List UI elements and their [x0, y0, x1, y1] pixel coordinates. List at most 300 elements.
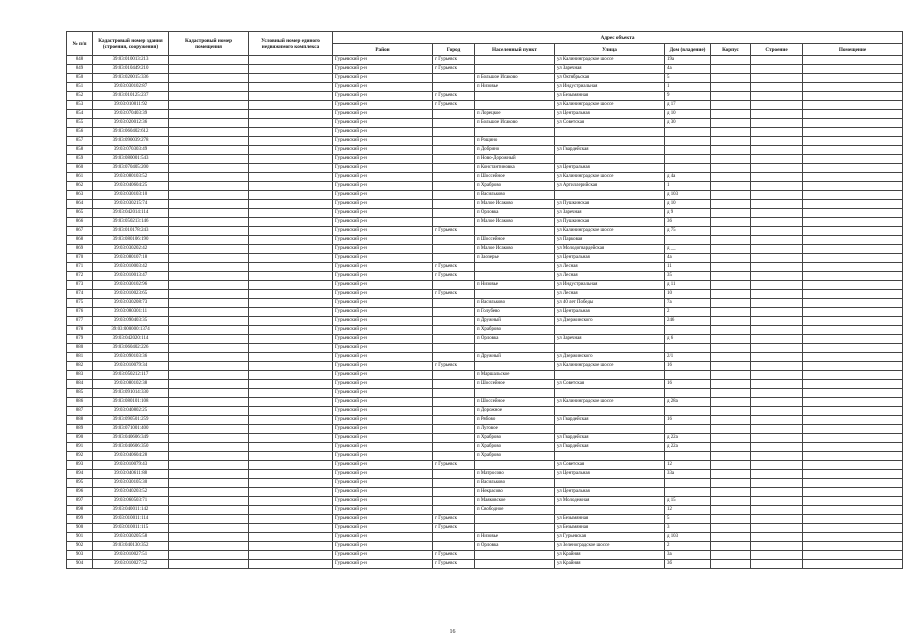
- table-row: [67, 497, 903, 506]
- table-row: [67, 542, 903, 551]
- table-row: [67, 83, 903, 92]
- cell-ulica: ул Зеленоградское шоссе: [555, 542, 665, 551]
- cell-cadastral: 39:03:060402:612: [93, 128, 169, 137]
- cell-rayon: Гурьевский р-н: [333, 443, 433, 452]
- cell-pomeshchenie: [803, 560, 903, 569]
- cell-cadastral: 39:03:030105:30: [93, 479, 169, 488]
- cell-stroenie: [751, 488, 803, 497]
- cell-num: 881: [67, 353, 93, 362]
- cell-num: 857: [67, 137, 93, 146]
- header-cadastral: Кадастровый номер здания (строения, сооружения): [93, 32, 169, 56]
- cell-np: [475, 290, 555, 299]
- cell-ulica: ул Гвардейская: [555, 146, 665, 155]
- cell-pomeshchenie: [803, 128, 903, 137]
- cell-korpus: [711, 290, 751, 299]
- cell-complex: [249, 335, 333, 344]
- cell-dom: д 9: [665, 209, 711, 218]
- cell-ulica: ул Гвардейская: [555, 416, 665, 425]
- cell-ulica: [555, 191, 665, 200]
- cell-dom: [665, 407, 711, 416]
- cell-rayon: Гурьевский р-н: [333, 74, 433, 83]
- cell-np: п Некрасово: [475, 488, 555, 497]
- cell-np: п Маяковское: [475, 497, 555, 506]
- cell-np: п Храброво: [475, 182, 555, 191]
- cell-gorod: [433, 389, 475, 398]
- cell-np: п Маршальское: [475, 371, 555, 380]
- cell-complex: [249, 524, 333, 533]
- cell-complex: [249, 173, 333, 182]
- cell-korpus: [711, 398, 751, 407]
- cell-np: п Дружный: [475, 353, 555, 362]
- cell-korpus: [711, 461, 751, 470]
- cell-rayon: Гурьевский р-н: [333, 92, 433, 101]
- cell-ulica: ул Лесная: [555, 263, 665, 272]
- cell-np: п Дорожное: [475, 407, 555, 416]
- cell-cadastral: 39:03:080301:11: [93, 308, 169, 317]
- cell-num: 893: [67, 461, 93, 470]
- cell-dom: 2: [665, 308, 711, 317]
- cell-stroenie: [751, 344, 803, 353]
- cell-gorod: г Гурьевск: [433, 551, 475, 560]
- cell-ulica: ул Лесная: [555, 272, 665, 281]
- cell-pomeshchenie: [803, 173, 903, 182]
- cell-dom: [665, 479, 711, 488]
- cell-complex: [249, 299, 333, 308]
- table-row: [67, 470, 903, 479]
- cell-ulica: ул Лесная: [555, 290, 665, 299]
- table-row: [67, 560, 903, 569]
- cell-pomeshchenie: [803, 236, 903, 245]
- cell-stroenie: [751, 371, 803, 380]
- cell-stroenie: [751, 254, 803, 263]
- cell-num: 866: [67, 218, 93, 227]
- cell-premises: [169, 110, 249, 119]
- cell-rayon: Гурьевский р-н: [333, 515, 433, 524]
- cell-gorod: [433, 344, 475, 353]
- cell-premises: [169, 245, 249, 254]
- cell-stroenie: [751, 200, 803, 209]
- cell-premises: [169, 128, 249, 137]
- cell-stroenie: [751, 119, 803, 128]
- cell-num: 891: [67, 443, 93, 452]
- cell-premises: [169, 326, 249, 335]
- cell-cadastral: 39:03:010013:213: [93, 56, 169, 65]
- cell-stroenie: [751, 542, 803, 551]
- cell-premises: [169, 56, 249, 65]
- cell-gorod: [433, 371, 475, 380]
- cell-stroenie: [751, 92, 803, 101]
- cell-stroenie: [751, 110, 803, 119]
- cell-ulica: ул Индустриальная: [555, 281, 665, 290]
- table-row: [67, 362, 903, 371]
- cell-korpus: [711, 308, 751, 317]
- cell-korpus: [711, 479, 751, 488]
- cell-stroenie: [751, 74, 803, 83]
- cell-gorod: [433, 425, 475, 434]
- cell-dom: 1: [665, 182, 711, 191]
- cell-gorod: [433, 74, 475, 83]
- cell-korpus: [711, 227, 751, 236]
- cell-complex: [249, 74, 333, 83]
- table-row: [67, 137, 903, 146]
- cell-cadastral: 39:03:030102:87: [93, 83, 169, 92]
- cell-rayon: Гурьевский р-н: [333, 236, 433, 245]
- cell-dom: 3б: [665, 560, 711, 569]
- cell-ulica: ул Пушкинская: [555, 200, 665, 209]
- header-ulica: Улица: [555, 44, 665, 56]
- cell-korpus: [711, 389, 751, 398]
- cell-stroenie: [751, 263, 803, 272]
- cell-rayon: Гурьевский р-н: [333, 290, 433, 299]
- cell-premises: [169, 200, 249, 209]
- cell-num: 896: [67, 488, 93, 497]
- cell-korpus: [711, 272, 751, 281]
- cell-cadastral: 39:03:080107:18: [93, 254, 169, 263]
- cell-rayon: Гурьевский р-н: [333, 317, 433, 326]
- cell-ulica: [555, 407, 665, 416]
- table-row: [67, 56, 903, 65]
- cell-np: [475, 92, 555, 101]
- cell-np: [475, 128, 555, 137]
- table-row: [67, 110, 903, 119]
- cell-complex: [249, 497, 333, 506]
- cell-pomeshchenie: [803, 254, 903, 263]
- cell-ulica: ул Калининградское шоссе: [555, 227, 665, 236]
- table-row: [67, 119, 903, 128]
- cell-rayon: Гурьевский р-н: [333, 380, 433, 389]
- cell-rayon: Гурьевский р-н: [333, 200, 433, 209]
- table-row: [67, 551, 903, 560]
- cell-gorod: [433, 353, 475, 362]
- cell-ulica: [555, 155, 665, 164]
- cell-cadastral: 39:03:010079:43: [93, 461, 169, 470]
- cell-complex: [249, 380, 333, 389]
- cell-gorod: г Гурьевск: [433, 101, 475, 110]
- cell-pomeshchenie: [803, 209, 903, 218]
- cell-premises: [169, 362, 249, 371]
- cell-pomeshchenie: [803, 137, 903, 146]
- cell-korpus: [711, 191, 751, 200]
- cell-cadastral: 39:03:080103:52: [93, 173, 169, 182]
- cell-pomeshchenie: [803, 326, 903, 335]
- table-row: [67, 272, 903, 281]
- cell-ulica: ул Гвардейская: [555, 434, 665, 443]
- cell-premises: [169, 254, 249, 263]
- cell-rayon: Гурьевский р-н: [333, 407, 433, 416]
- cell-num: 848: [67, 56, 93, 65]
- cell-gorod: [433, 83, 475, 92]
- cell-np: п Низовье: [475, 281, 555, 290]
- cell-cadastral: 39:03:040604:25: [93, 182, 169, 191]
- cell-num: 894: [67, 470, 93, 479]
- cell-np: п Орловка: [475, 542, 555, 551]
- table-row: [67, 479, 903, 488]
- cell-stroenie: [751, 443, 803, 452]
- cell-complex: [249, 515, 333, 524]
- cell-num: 874: [67, 290, 93, 299]
- cell-korpus: [711, 371, 751, 380]
- cell-pomeshchenie: [803, 425, 903, 434]
- cell-complex: [249, 533, 333, 542]
- cell-pomeshchenie: [803, 218, 903, 227]
- cell-np: п Добрино: [475, 146, 555, 155]
- cell-premises: [169, 236, 249, 245]
- cell-gorod: [433, 497, 475, 506]
- cell-premises: [169, 380, 249, 389]
- cell-np: п Низовье: [475, 83, 555, 92]
- cell-complex: [249, 92, 333, 101]
- cell-rayon: Гурьевский р-н: [333, 524, 433, 533]
- cell-dom: 36: [665, 218, 711, 227]
- cell-pomeshchenie: [803, 407, 903, 416]
- cell-stroenie: [751, 317, 803, 326]
- cell-complex: [249, 344, 333, 353]
- cell-gorod: [433, 542, 475, 551]
- cell-stroenie: [751, 173, 803, 182]
- cell-complex: [249, 128, 333, 137]
- cell-complex: [249, 182, 333, 191]
- object-register-table: [66, 31, 903, 569]
- cell-num: 889: [67, 425, 93, 434]
- cell-gorod: [433, 452, 475, 461]
- cell-premises: [169, 173, 249, 182]
- cell-pomeshchenie: [803, 488, 903, 497]
- cell-premises: [169, 461, 249, 470]
- cell-ulica: ул Центральная: [555, 308, 665, 317]
- cell-gorod: [433, 137, 475, 146]
- cell-cadastral: 39:03:010003:42: [93, 263, 169, 272]
- table-row: [67, 326, 903, 335]
- cell-rayon: Гурьевский р-н: [333, 335, 433, 344]
- cell-num: 853: [67, 101, 93, 110]
- cell-np: п Низовье: [475, 533, 555, 542]
- cell-dom: [665, 128, 711, 137]
- cell-korpus: [711, 524, 751, 533]
- cell-korpus: [711, 281, 751, 290]
- cell-np: [475, 272, 555, 281]
- cell-korpus: [711, 254, 751, 263]
- cell-complex: [249, 506, 333, 515]
- cell-complex: [249, 353, 333, 362]
- cell-ulica: [555, 344, 665, 353]
- cell-premises: [169, 92, 249, 101]
- cell-num: 897: [67, 497, 93, 506]
- cell-num: 879: [67, 335, 93, 344]
- cell-np: п Шоссейное: [475, 398, 555, 407]
- cell-gorod: [433, 164, 475, 173]
- cell-ulica: [555, 371, 665, 380]
- cell-korpus: [711, 83, 751, 92]
- cell-stroenie: [751, 461, 803, 470]
- cell-cadastral: 39:03:080102:38: [93, 380, 169, 389]
- cell-num: 863: [67, 191, 93, 200]
- cell-premises: [169, 515, 249, 524]
- cell-num: 878: [67, 326, 93, 335]
- cell-gorod: [433, 416, 475, 425]
- header-premises: Кадастровый номер помещения: [169, 32, 249, 56]
- cell-premises: [169, 83, 249, 92]
- table-row: [67, 65, 903, 74]
- header-row-1: [67, 32, 903, 44]
- table-row: [67, 515, 903, 524]
- cell-dom: [665, 425, 711, 434]
- cell-complex: [249, 227, 333, 236]
- cell-pomeshchenie: [803, 389, 903, 398]
- cell-rayon: Гурьевский р-н: [333, 551, 433, 560]
- cell-rayon: Гурьевский р-н: [333, 83, 433, 92]
- table-row: [67, 533, 903, 542]
- table-row: [67, 182, 903, 191]
- cell-rayon: Гурьевский р-н: [333, 425, 433, 434]
- cell-pomeshchenie: [803, 164, 903, 173]
- cell-pomeshchenie: [803, 74, 903, 83]
- cell-stroenie: [751, 416, 803, 425]
- cell-np: [475, 227, 555, 236]
- cell-np: [475, 65, 555, 74]
- table-body: [67, 56, 903, 569]
- cell-ulica: ул Центральная: [555, 164, 665, 173]
- cell-pomeshchenie: [803, 191, 903, 200]
- cell-premises: [169, 425, 249, 434]
- cell-ulica: ул Крайняя: [555, 560, 665, 569]
- cell-num: 884: [67, 380, 93, 389]
- cell-stroenie: [751, 299, 803, 308]
- cell-complex: [249, 101, 333, 110]
- cell-cadastral: 39:03:080101:108: [93, 398, 169, 407]
- cell-num: 901: [67, 533, 93, 542]
- cell-pomeshchenie: [803, 353, 903, 362]
- cell-ulica: ул Заречная: [555, 209, 665, 218]
- cell-premises: [169, 524, 249, 533]
- cell-stroenie: [751, 83, 803, 92]
- cell-gorod: [433, 398, 475, 407]
- cell-korpus: [711, 353, 751, 362]
- cell-korpus: [711, 407, 751, 416]
- cell-premises: [169, 479, 249, 488]
- cell-ulica: ул Артиллерийская: [555, 182, 665, 191]
- table-row: [67, 227, 903, 236]
- cell-pomeshchenie: [803, 398, 903, 407]
- cell-complex: [249, 461, 333, 470]
- cell-num: 892: [67, 452, 93, 461]
- table-row: [67, 335, 903, 344]
- cell-pomeshchenie: [803, 299, 903, 308]
- table-row: [67, 344, 903, 353]
- table-row: [67, 128, 903, 137]
- cell-ulica: ул Калининградское шоссе: [555, 101, 665, 110]
- cell-cadastral: 39:03:010013:47: [93, 272, 169, 281]
- cell-cadastral: 39:03:010079:34: [93, 362, 169, 371]
- cell-pomeshchenie: [803, 308, 903, 317]
- cell-cadastral: 39:03:070403:39: [93, 110, 169, 119]
- table-row: [67, 155, 903, 164]
- cell-ulica: ул Центральная: [555, 488, 665, 497]
- cell-gorod: [433, 317, 475, 326]
- cell-stroenie: [751, 479, 803, 488]
- cell-stroenie: [751, 65, 803, 74]
- cell-num: 867: [67, 227, 93, 236]
- cell-premises: [169, 551, 249, 560]
- cell-korpus: [711, 65, 751, 74]
- cell-stroenie: [751, 191, 803, 200]
- cell-stroenie: [751, 425, 803, 434]
- cell-ulica: ул Гурьевская: [555, 533, 665, 542]
- cell-stroenie: [751, 326, 803, 335]
- cell-dom: [665, 146, 711, 155]
- table-row: [67, 74, 903, 83]
- cell-gorod: [433, 200, 475, 209]
- cell-premises: [169, 443, 249, 452]
- cell-stroenie: [751, 101, 803, 110]
- cell-complex: [249, 443, 333, 452]
- cell-rayon: Гурьевский р-н: [333, 245, 433, 254]
- cell-num: 859: [67, 155, 93, 164]
- cell-korpus: [711, 128, 751, 137]
- table-row: [67, 299, 903, 308]
- cell-rayon: Гурьевский р-н: [333, 452, 433, 461]
- cell-num: 876: [67, 308, 93, 317]
- cell-gorod: г Гурьевск: [433, 515, 475, 524]
- cell-ulica: ул Калининградское шоссе: [555, 362, 665, 371]
- cell-rayon: Гурьевский р-н: [333, 119, 433, 128]
- cell-np: [475, 560, 555, 569]
- cell-complex: [249, 209, 333, 218]
- cell-gorod: [433, 110, 475, 119]
- cell-cadastral: 39:03:020015:336: [93, 74, 169, 83]
- cell-premises: [169, 299, 249, 308]
- cell-rayon: Гурьевский р-н: [333, 173, 433, 182]
- cell-complex: [249, 542, 333, 551]
- cell-complex: [249, 191, 333, 200]
- cell-cadastral: 39:03:090039:278: [93, 137, 169, 146]
- cell-num: 861: [67, 173, 93, 182]
- cell-stroenie: [751, 335, 803, 344]
- cell-stroenie: [751, 245, 803, 254]
- cell-dom: [665, 389, 711, 398]
- cell-gorod: г Гурьевск: [433, 461, 475, 470]
- cell-np: [475, 362, 555, 371]
- cell-premises: [169, 281, 249, 290]
- cell-pomeshchenie: [803, 317, 903, 326]
- cell-ulica: [555, 425, 665, 434]
- cell-dom: [665, 155, 711, 164]
- cell-cadastral: 39:03:010027:51: [93, 551, 169, 560]
- cell-rayon: Гурьевский р-н: [333, 281, 433, 290]
- cell-cadastral: 39:03:010011:114: [93, 515, 169, 524]
- cell-ulica: ул Центральная: [555, 254, 665, 263]
- cell-premises: [169, 227, 249, 236]
- cell-pomeshchenie: [803, 155, 903, 164]
- cell-korpus: [711, 299, 751, 308]
- cell-dom: д 6: [665, 335, 711, 344]
- cell-korpus: [711, 236, 751, 245]
- header-pomeshchenie: Помещение: [803, 44, 903, 56]
- cell-np: [475, 101, 555, 110]
- cell-gorod: [433, 218, 475, 227]
- cell-cadastral: 39:03:040130:352: [93, 542, 169, 551]
- table-row: [67, 380, 903, 389]
- cell-rayon: Гурьевский р-н: [333, 191, 433, 200]
- cell-np: п Большое Исаково: [475, 119, 555, 128]
- cell-stroenie: [751, 497, 803, 506]
- cell-np: [475, 461, 555, 470]
- cell-pomeshchenie: [803, 515, 903, 524]
- cell-complex: [249, 65, 333, 74]
- cell-complex: [249, 164, 333, 173]
- cell-stroenie: [751, 164, 803, 173]
- table-row: [67, 164, 903, 173]
- cell-num: 890: [67, 434, 93, 443]
